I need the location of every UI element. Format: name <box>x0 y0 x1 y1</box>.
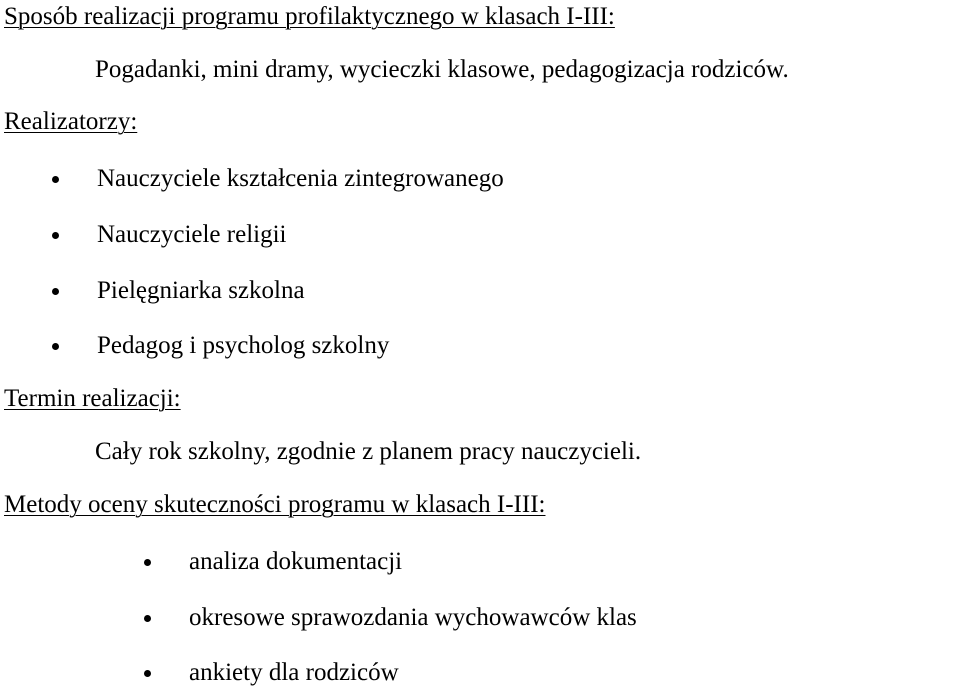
implementation-method-text: Pogadanki, mini dramy, wycieczki klasowe, pedagogizacja rodziców. <box>95 56 789 83</box>
bullet-icon <box>52 288 59 295</box>
bullet-icon <box>144 559 151 566</box>
list-item-text: ankiety dla rodziców <box>189 659 399 686</box>
list-item-text: okresowe sprawozdania wychowawców klas <box>189 604 637 631</box>
bullet-icon <box>52 176 59 183</box>
bullet-icon <box>52 343 59 350</box>
heading-term: Termin realizacji: <box>4 385 181 412</box>
heading-realizers: Realizatorzy: <box>4 108 138 135</box>
list-item-text: Nauczyciele kształcenia zintegrowanego <box>97 165 504 192</box>
list-item-text: analiza dokumentacji <box>189 548 403 575</box>
heading-implementation-method: Sposób realizacji programu profilaktycznego w klasach I-III: <box>4 3 615 30</box>
term-text: Cały rok szkolny, zgodnie z planem pracy nauczycieli. <box>95 438 642 465</box>
list-item-text: Pielęgniarka szkolna <box>97 277 305 304</box>
list-item-text: Nauczyciele religii <box>97 221 287 248</box>
bullet-icon <box>144 670 151 677</box>
bullet-icon <box>52 232 59 239</box>
bullet-icon <box>144 615 151 622</box>
heading-evaluation-methods: Metody oceny skuteczności programu w klasach I-III: <box>4 491 546 518</box>
list-item-text: Pedagog i psycholog szkolny <box>97 332 390 359</box>
